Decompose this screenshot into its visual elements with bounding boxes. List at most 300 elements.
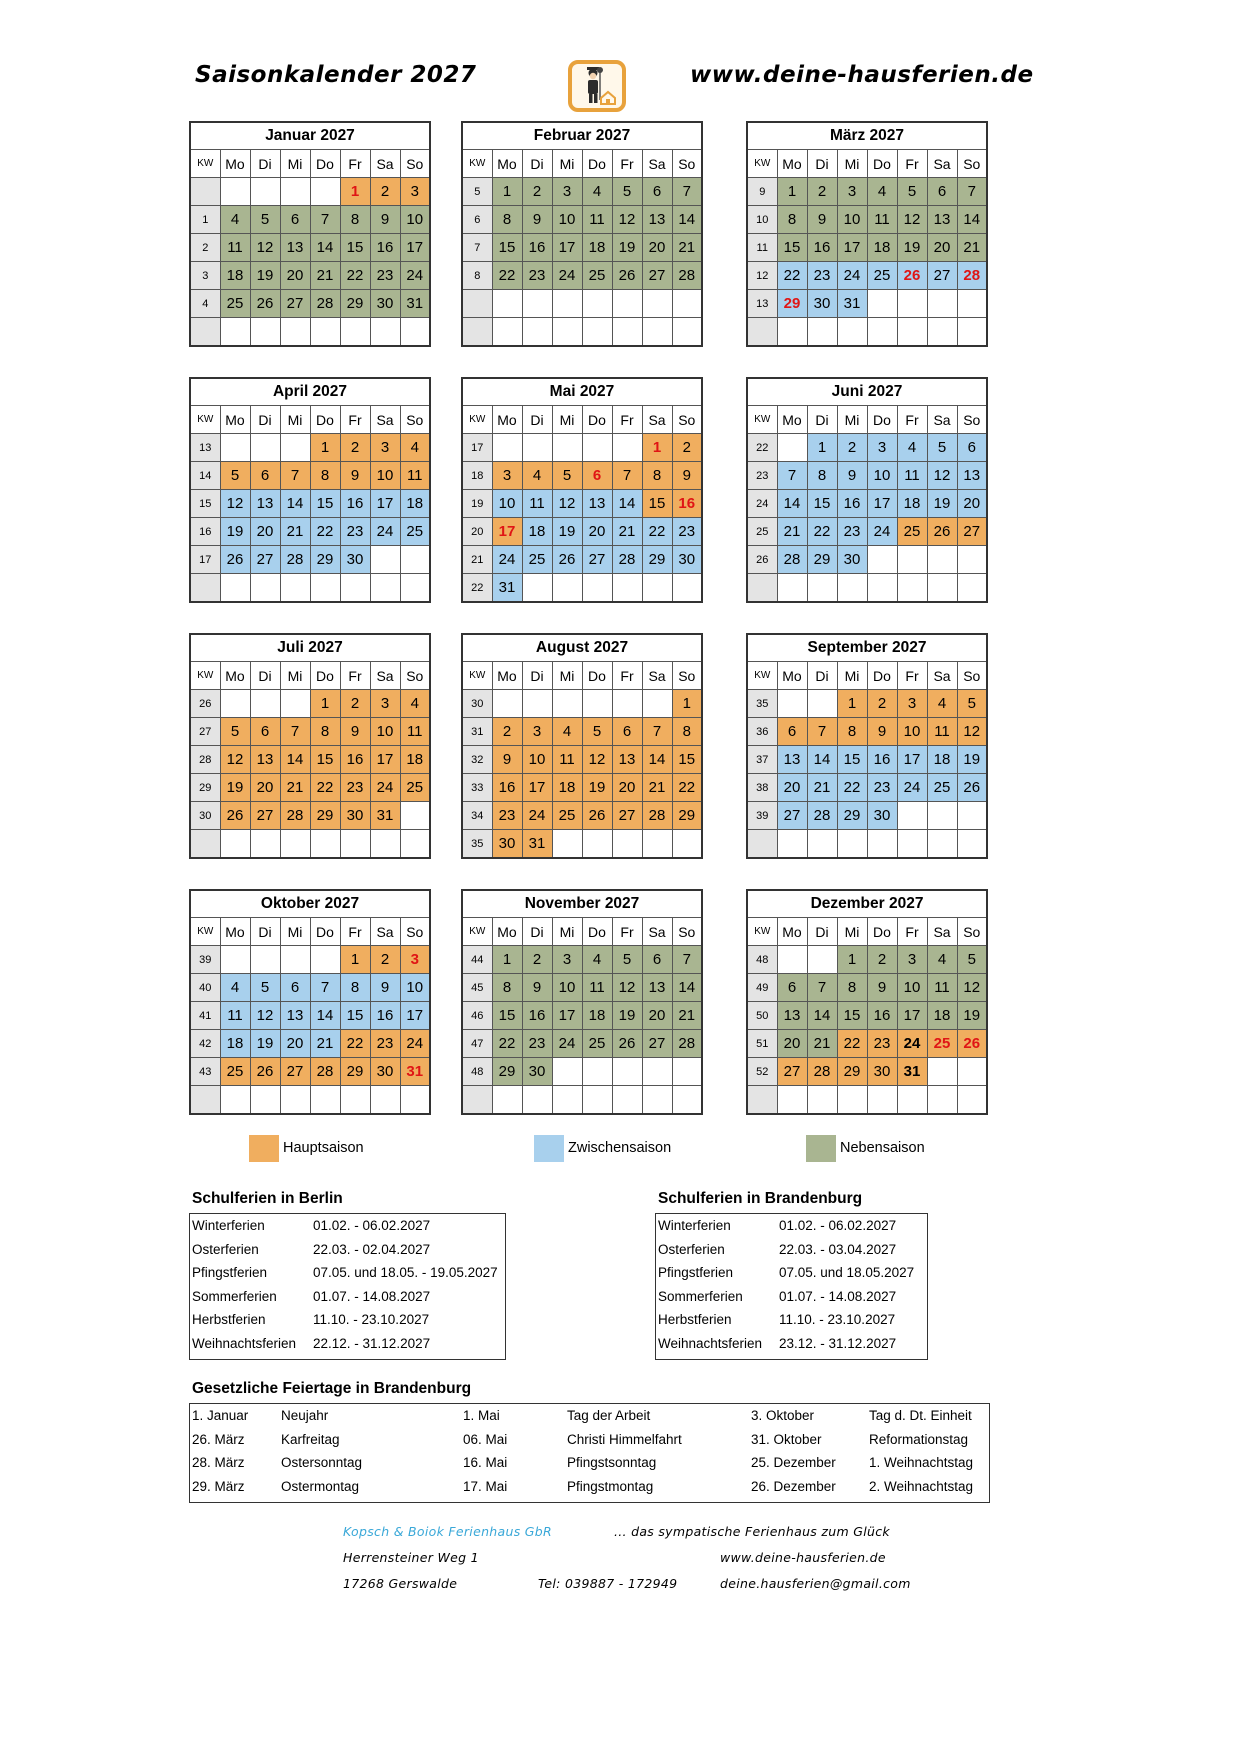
day-cell: 26 xyxy=(220,546,250,574)
day-cell xyxy=(552,690,582,718)
day-cell xyxy=(897,802,927,830)
ferien-name: Pfingstferien xyxy=(658,1265,734,1280)
day-cell: 16 xyxy=(837,490,867,518)
day-cell: 18 xyxy=(522,518,552,546)
day-cell: 9 xyxy=(370,974,400,1002)
day-cell xyxy=(837,318,867,347)
day-cell: 2 xyxy=(370,946,400,974)
day-cell: 18 xyxy=(552,774,582,802)
day-cell: 18 xyxy=(897,490,927,518)
day-cell xyxy=(897,1086,927,1115)
ferien-dates: 01.02. - 06.02.2027 xyxy=(313,1218,431,1233)
weekday-header: Mo xyxy=(492,406,522,434)
day-cell: 28 xyxy=(310,290,340,318)
day-cell xyxy=(400,574,430,603)
week-number: 22 xyxy=(747,434,777,462)
day-cell xyxy=(837,1086,867,1115)
day-cell: 13 xyxy=(927,206,957,234)
day-cell xyxy=(612,690,642,718)
day-cell xyxy=(492,1086,522,1115)
day-cell: 28 xyxy=(777,546,807,574)
day-cell xyxy=(280,946,310,974)
day-cell: 27 xyxy=(280,290,310,318)
day-cell: 5 xyxy=(957,946,987,974)
weekday-header: Di xyxy=(807,918,837,946)
day-cell: 9 xyxy=(522,974,552,1002)
week-number: 39 xyxy=(747,802,777,830)
weekday-header: Di xyxy=(522,150,552,178)
day-cell: 23 xyxy=(672,518,702,546)
day-cell xyxy=(250,946,280,974)
week-number: 34 xyxy=(462,802,492,830)
day-cell: 8 xyxy=(310,462,340,490)
ferien-row xyxy=(190,1261,505,1285)
week-number: 44 xyxy=(462,946,492,974)
day-cell: 23 xyxy=(340,774,370,802)
week-number xyxy=(747,318,777,347)
day-cell: 3 xyxy=(867,434,897,462)
day-cell xyxy=(927,1058,957,1086)
day-cell: 28 xyxy=(642,802,672,830)
day-cell: 28 xyxy=(310,1058,340,1086)
day-cell: 18 xyxy=(400,490,430,518)
weekday-header: Fr xyxy=(612,150,642,178)
day-cell: 6 xyxy=(777,718,807,746)
day-cell: 6 xyxy=(280,974,310,1002)
week-number: 23 xyxy=(747,462,777,490)
day-cell: 2 xyxy=(370,178,400,206)
ferien-row xyxy=(190,1332,505,1356)
day-cell: 4 xyxy=(582,946,612,974)
weekday-header: Mi xyxy=(837,150,867,178)
month-title: Dezember 2027 xyxy=(747,890,987,918)
week-number: 16 xyxy=(190,518,220,546)
day-cell: 26 xyxy=(612,1030,642,1058)
day-cell xyxy=(897,318,927,347)
kw-header: KW xyxy=(190,150,220,178)
weekday-header: So xyxy=(672,406,702,434)
day-cell xyxy=(612,434,642,462)
ferien-dates: 07.05. und 18.05.2027 xyxy=(779,1265,915,1280)
day-cell: 18 xyxy=(927,1002,957,1030)
day-cell xyxy=(927,318,957,347)
feiertag-name: Tag d. Dt. Einheit xyxy=(869,1408,972,1423)
day-cell: 16 xyxy=(522,234,552,262)
week-number: 52 xyxy=(747,1058,777,1086)
month-title: Februar 2027 xyxy=(462,122,702,150)
day-cell xyxy=(957,290,987,318)
day-cell: 6 xyxy=(612,718,642,746)
weekday-header: Fr xyxy=(340,150,370,178)
week-number: 46 xyxy=(462,1002,492,1030)
day-cell: 23 xyxy=(807,262,837,290)
day-cell xyxy=(310,1086,340,1115)
week-number: 32 xyxy=(462,746,492,774)
day-cell: 14 xyxy=(957,206,987,234)
day-cell xyxy=(280,434,310,462)
day-cell: 2 xyxy=(522,178,552,206)
day-cell: 21 xyxy=(280,774,310,802)
day-cell xyxy=(867,830,897,859)
day-cell: 8 xyxy=(340,206,370,234)
week-number: 26 xyxy=(747,546,777,574)
day-cell xyxy=(672,318,702,347)
weekday-header: So xyxy=(957,406,987,434)
day-cell: 7 xyxy=(280,718,310,746)
schulferien-brandenburg-title: Schulferien in Brandenburg xyxy=(658,1190,863,1207)
day-cell: 9 xyxy=(867,718,897,746)
day-cell xyxy=(837,574,867,603)
day-cell: 6 xyxy=(582,462,612,490)
weekday-header: Do xyxy=(867,150,897,178)
day-cell xyxy=(522,318,552,347)
weekday-header: Sa xyxy=(927,406,957,434)
ferien-name: Weihnachtsferien xyxy=(658,1335,763,1351)
day-cell: 15 xyxy=(777,234,807,262)
day-cell xyxy=(220,1086,250,1115)
day-cell: 17 xyxy=(370,490,400,518)
day-cell xyxy=(867,318,897,347)
day-cell: 31 xyxy=(837,290,867,318)
feiertag-date: 1. Januar xyxy=(192,1408,249,1423)
day-cell: 29 xyxy=(340,290,370,318)
day-cell xyxy=(612,1058,642,1086)
day-cell: 11 xyxy=(220,234,250,262)
day-cell: 19 xyxy=(612,234,642,262)
week-number: 4 xyxy=(190,290,220,318)
day-cell xyxy=(957,1058,987,1086)
day-cell: 20 xyxy=(582,518,612,546)
day-cell xyxy=(552,318,582,347)
week-number: 33 xyxy=(462,774,492,802)
week-number: 30 xyxy=(190,802,220,830)
day-cell: 28 xyxy=(612,546,642,574)
day-cell: 20 xyxy=(927,234,957,262)
day-cell xyxy=(522,434,552,462)
day-cell: 16 xyxy=(672,490,702,518)
day-cell: 13 xyxy=(777,746,807,774)
day-cell: 15 xyxy=(642,490,672,518)
day-cell: 4 xyxy=(897,434,927,462)
day-cell: 14 xyxy=(280,490,310,518)
weekday-header: Mi xyxy=(837,662,867,690)
day-cell xyxy=(582,1058,612,1086)
day-cell: 11 xyxy=(927,718,957,746)
day-cell: 22 xyxy=(340,1030,370,1058)
day-cell: 14 xyxy=(777,490,807,518)
day-cell: 11 xyxy=(522,490,552,518)
day-cell xyxy=(582,1086,612,1115)
day-cell: 14 xyxy=(310,234,340,262)
day-cell xyxy=(777,434,807,462)
week-number: 25 xyxy=(747,518,777,546)
day-cell: 20 xyxy=(777,1030,807,1058)
footer-phone: Tel: 039887 - 172949 xyxy=(538,1576,678,1591)
day-cell: 6 xyxy=(250,718,280,746)
week-number: 48 xyxy=(747,946,777,974)
week-number: 13 xyxy=(190,434,220,462)
day-cell xyxy=(220,574,250,603)
feiertag-name: Tag der Arbeit xyxy=(567,1408,651,1423)
day-cell xyxy=(310,574,340,603)
day-cell xyxy=(642,1058,672,1086)
week-number: 12 xyxy=(747,262,777,290)
day-cell: 7 xyxy=(310,206,340,234)
week-number: 39 xyxy=(190,946,220,974)
day-cell: 28 xyxy=(807,802,837,830)
day-cell: 7 xyxy=(672,946,702,974)
day-cell: 25 xyxy=(927,774,957,802)
week-number xyxy=(462,290,492,318)
day-cell xyxy=(250,574,280,603)
day-cell xyxy=(642,690,672,718)
weekday-header: Sa xyxy=(370,662,400,690)
day-cell xyxy=(370,830,400,859)
day-cell: 3 xyxy=(522,718,552,746)
weekday-header: So xyxy=(400,918,430,946)
day-cell xyxy=(642,1086,672,1115)
ferien-name: Herbstferien xyxy=(192,1312,266,1327)
day-cell xyxy=(522,1086,552,1115)
weekday-header: Di xyxy=(250,406,280,434)
day-cell xyxy=(612,318,642,347)
day-cell: 8 xyxy=(837,974,867,1002)
day-cell xyxy=(250,434,280,462)
day-cell: 30 xyxy=(370,290,400,318)
day-cell xyxy=(582,318,612,347)
day-cell: 10 xyxy=(370,462,400,490)
day-cell xyxy=(310,318,340,347)
weekday-header: Do xyxy=(582,918,612,946)
day-cell: 16 xyxy=(807,234,837,262)
ferien-name: Pfingstferien xyxy=(192,1265,268,1280)
month-title: Januar 2027 xyxy=(190,122,430,150)
day-cell xyxy=(777,318,807,347)
kw-header: KW xyxy=(462,150,492,178)
day-cell: 28 xyxy=(957,262,987,290)
day-cell: 7 xyxy=(612,462,642,490)
feiertag-name: 1. Weihnachtstag xyxy=(869,1455,974,1470)
day-cell: 29 xyxy=(492,1058,522,1086)
week-number: 47 xyxy=(462,1030,492,1058)
day-cell: 7 xyxy=(957,178,987,206)
day-cell: 10 xyxy=(897,974,927,1002)
day-cell: 10 xyxy=(370,718,400,746)
day-cell xyxy=(492,318,522,347)
day-cell: 20 xyxy=(250,518,280,546)
feiertag-date: 25. Dezember xyxy=(751,1455,836,1470)
day-cell: 2 xyxy=(492,718,522,746)
day-cell xyxy=(777,574,807,603)
week-number: 37 xyxy=(747,746,777,774)
month-title: August 2027 xyxy=(462,634,702,662)
day-cell: 27 xyxy=(777,1058,807,1086)
day-cell: 12 xyxy=(250,1002,280,1030)
weekday-header: Mo xyxy=(777,918,807,946)
day-cell: 24 xyxy=(867,518,897,546)
weekday-header: Di xyxy=(250,918,280,946)
weekday-header: Do xyxy=(310,406,340,434)
day-cell: 13 xyxy=(582,490,612,518)
day-cell: 26 xyxy=(220,802,250,830)
weekday-header: Do xyxy=(310,150,340,178)
feiertag-name: Ostermontag xyxy=(281,1478,360,1494)
day-cell: 13 xyxy=(642,206,672,234)
day-cell: 19 xyxy=(582,774,612,802)
day-cell: 16 xyxy=(370,234,400,262)
weekday-header: Fr xyxy=(897,150,927,178)
weekday-header: Di xyxy=(250,662,280,690)
month-calendar xyxy=(189,633,431,859)
day-cell xyxy=(672,1058,702,1086)
day-cell: 2 xyxy=(867,946,897,974)
weekday-header: Fr xyxy=(612,406,642,434)
weekday-header: Mi xyxy=(552,662,582,690)
day-cell: 12 xyxy=(612,974,642,1002)
weekday-header: Mi xyxy=(280,918,310,946)
ferien-row xyxy=(190,1238,505,1262)
legend-zwischensaison-label: Zwischensaison xyxy=(568,1140,672,1156)
ferien-row xyxy=(656,1238,927,1262)
day-cell: 23 xyxy=(492,802,522,830)
weekday-header: Do xyxy=(310,662,340,690)
day-cell: 22 xyxy=(837,1030,867,1058)
day-cell xyxy=(927,290,957,318)
day-cell: 3 xyxy=(897,946,927,974)
ferien-dates: 22.12. - 31.12.2027 xyxy=(313,1335,431,1351)
day-cell: 11 xyxy=(552,746,582,774)
weekday-header: Fr xyxy=(340,662,370,690)
week-number: 43 xyxy=(190,1058,220,1086)
week-number: 35 xyxy=(747,690,777,718)
day-cell: 28 xyxy=(672,262,702,290)
day-cell: 10 xyxy=(522,746,552,774)
day-cell: 22 xyxy=(642,518,672,546)
day-cell: 30 xyxy=(867,1058,897,1086)
day-cell xyxy=(807,946,837,974)
day-cell: 30 xyxy=(807,290,837,318)
day-cell: 16 xyxy=(370,1002,400,1030)
day-cell: 23 xyxy=(867,1030,897,1058)
day-cell xyxy=(492,290,522,318)
footer-email[interactable]: deine.hausferien@gmail.com xyxy=(720,1576,911,1591)
feiertag-row xyxy=(190,1451,989,1475)
day-cell xyxy=(250,690,280,718)
weekday-header: So xyxy=(672,662,702,690)
day-cell: 1 xyxy=(492,946,522,974)
day-cell: 12 xyxy=(957,718,987,746)
month-title: März 2027 xyxy=(747,122,987,150)
feiertag-name: Pfingstmontag xyxy=(567,1478,654,1494)
day-cell: 16 xyxy=(492,774,522,802)
weekday-header: Do xyxy=(867,918,897,946)
week-number: 27 xyxy=(190,718,220,746)
day-cell: 19 xyxy=(927,490,957,518)
day-cell: 6 xyxy=(642,178,672,206)
day-cell: 29 xyxy=(837,802,867,830)
day-cell: 16 xyxy=(340,746,370,774)
day-cell: 29 xyxy=(310,802,340,830)
day-cell: 7 xyxy=(807,974,837,1002)
day-cell xyxy=(492,690,522,718)
day-cell: 17 xyxy=(867,490,897,518)
ferien-name: Sommerferien xyxy=(658,1288,743,1304)
day-cell: 18 xyxy=(400,746,430,774)
day-cell: 27 xyxy=(777,802,807,830)
week-number: 38 xyxy=(747,774,777,802)
feiertag-date: 31. Oktober xyxy=(751,1431,822,1447)
day-cell: 24 xyxy=(370,774,400,802)
day-cell xyxy=(807,318,837,347)
day-cell: 20 xyxy=(777,774,807,802)
month-calendar xyxy=(189,377,431,603)
day-cell: 15 xyxy=(807,490,837,518)
month-calendar xyxy=(189,121,431,347)
day-cell: 30 xyxy=(370,1058,400,1086)
legend-zwischensaison-swatch xyxy=(534,1135,564,1162)
week-number: 48 xyxy=(462,1058,492,1086)
footer-website[interactable]: www.deine-hausferien.de xyxy=(720,1550,886,1565)
week-number: 35 xyxy=(462,830,492,859)
day-cell: 1 xyxy=(777,178,807,206)
day-cell: 22 xyxy=(310,774,340,802)
day-cell xyxy=(400,318,430,347)
day-cell xyxy=(927,802,957,830)
day-cell: 29 xyxy=(672,802,702,830)
week-number: 2 xyxy=(190,234,220,262)
day-cell: 7 xyxy=(777,462,807,490)
weekday-header: Sa xyxy=(642,918,672,946)
day-cell: 17 xyxy=(400,234,430,262)
day-cell: 11 xyxy=(582,206,612,234)
ferien-dates: 11.10. - 23.10.2027 xyxy=(313,1312,430,1327)
day-cell xyxy=(370,574,400,603)
day-cell: 15 xyxy=(310,490,340,518)
day-cell xyxy=(280,318,310,347)
day-cell: 2 xyxy=(867,690,897,718)
weekday-header: Do xyxy=(582,150,612,178)
weekday-header: Fr xyxy=(897,406,927,434)
day-cell: 24 xyxy=(400,1030,430,1058)
day-cell: 9 xyxy=(370,206,400,234)
day-cell: 13 xyxy=(612,746,642,774)
day-cell xyxy=(927,574,957,603)
day-cell xyxy=(220,946,250,974)
day-cell xyxy=(522,290,552,318)
day-cell: 4 xyxy=(927,946,957,974)
day-cell: 12 xyxy=(220,490,250,518)
day-cell: 10 xyxy=(552,974,582,1002)
day-cell: 4 xyxy=(400,434,430,462)
week-number xyxy=(190,178,220,206)
day-cell xyxy=(897,546,927,574)
day-cell: 1 xyxy=(672,690,702,718)
week-number: 3 xyxy=(190,262,220,290)
month-calendar xyxy=(746,377,988,603)
feiertag-date: 16. Mai xyxy=(463,1455,508,1470)
day-cell: 23 xyxy=(867,774,897,802)
day-cell: 10 xyxy=(897,718,927,746)
day-cell: 31 xyxy=(897,1058,927,1086)
day-cell: 1 xyxy=(310,434,340,462)
day-cell: 26 xyxy=(927,518,957,546)
week-number: 1 xyxy=(190,206,220,234)
day-cell: 12 xyxy=(927,462,957,490)
day-cell: 9 xyxy=(807,206,837,234)
weekday-header: Do xyxy=(867,406,897,434)
ferien-row xyxy=(656,1285,927,1309)
kw-header: KW xyxy=(462,662,492,690)
